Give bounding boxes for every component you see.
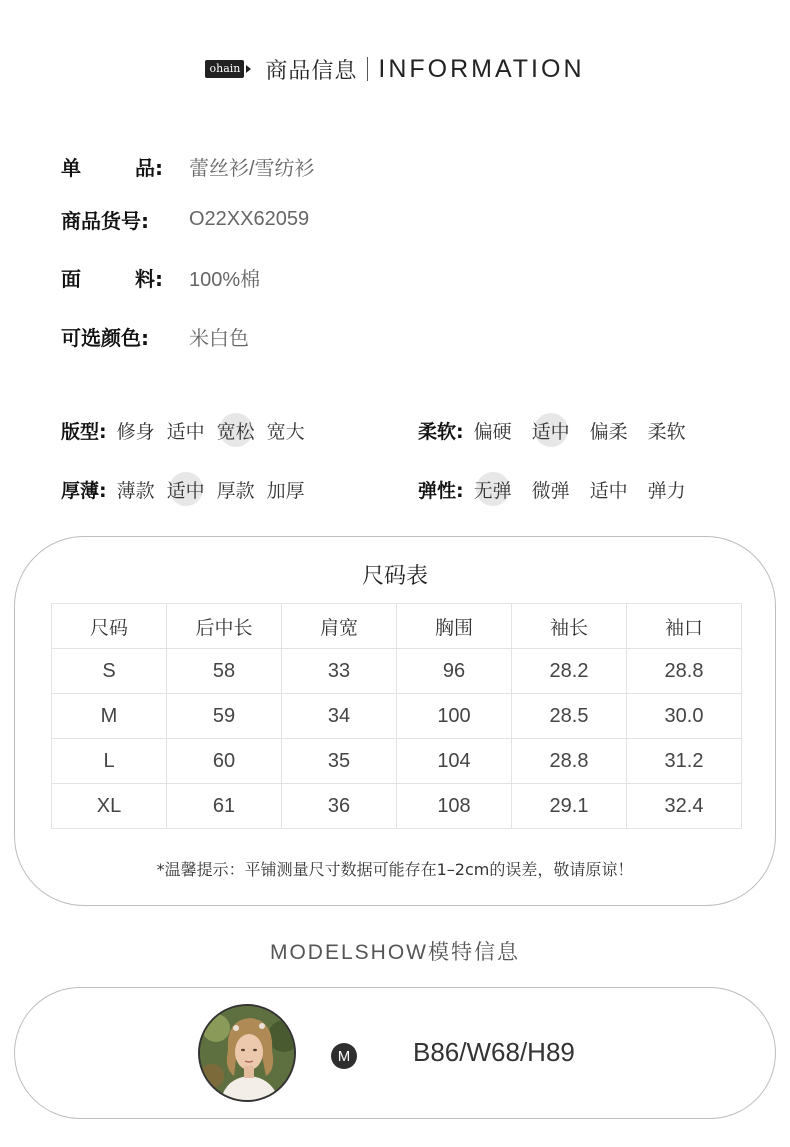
section-title-cn: 商品信息: [265, 58, 358, 84]
info-label: 商品货号:: [61, 208, 149, 233]
table-cell: 28.5: [512, 694, 627, 739]
table-header-cell: 尺码: [52, 604, 167, 649]
attr-label: 弹性:: [418, 479, 464, 502]
info-value-sku: O22XX62059: [189, 207, 310, 230]
attr-option: 修身: [116, 420, 155, 443]
table-cell: 28.2: [512, 649, 627, 694]
table-cell: 60: [167, 739, 282, 784]
info-label: 单 品:: [61, 155, 163, 180]
model-portrait-image: [200, 1006, 296, 1102]
table-cell: 35: [282, 739, 397, 784]
attr-option-selected: 无弹: [474, 476, 512, 503]
info-row-color: [61, 321, 249, 351]
table-cell: 30.0: [627, 694, 742, 739]
info-label: 面 料:: [61, 266, 163, 291]
table-cell: 28.8: [627, 649, 742, 694]
title-divider: [367, 57, 368, 81]
attr-label: 版型:: [61, 420, 107, 443]
table-cell: 96: [397, 649, 512, 694]
table-row: [52, 784, 742, 829]
attr-option: 偏硬: [473, 420, 512, 443]
attr-group-elasticity: [418, 474, 698, 504]
info-row-sku: [61, 204, 309, 234]
attr-label: 厚薄:: [61, 479, 107, 502]
table-header-row: [52, 604, 742, 649]
table-cell: 108: [397, 784, 512, 829]
table-cell: L: [52, 739, 167, 784]
table-cell: XL: [52, 784, 167, 829]
attr-option: 柔软: [647, 420, 686, 443]
info-value-fabric: 100%棉: [189, 268, 261, 291]
attr-option: 弹力: [647, 479, 686, 502]
attr-option: 偏柔: [589, 420, 628, 443]
table-header-cell: 肩宽: [282, 604, 397, 649]
brand-logo-text: ohain: [205, 60, 244, 78]
table-cell: 32.4: [627, 784, 742, 829]
table-row: [52, 649, 742, 694]
table-cell: 36: [282, 784, 397, 829]
attr-group-fit: [61, 415, 317, 445]
table-cell: S: [52, 649, 167, 694]
model-info-card: [14, 987, 776, 1119]
model-avatar: [198, 1004, 296, 1102]
table-cell: 31.2: [627, 739, 742, 784]
play-triangle-icon: [246, 65, 251, 73]
attr-label: 柔软:: [418, 420, 464, 443]
info-row-fabric: [61, 262, 260, 292]
attr-option: 厚款: [216, 479, 255, 502]
table-cell: 34: [282, 694, 397, 739]
attr-option-selected: 宽松: [217, 417, 255, 444]
size-chart-card: [14, 536, 776, 906]
attr-option: 宽大: [266, 420, 305, 443]
table-header-cell: 袖口: [627, 604, 742, 649]
attr-group-thickness: [61, 474, 317, 504]
table-header-cell: 袖长: [512, 604, 627, 649]
attr-option-selected: 适中: [532, 417, 570, 444]
model-section-title: MODELSHOW模特信息: [269, 941, 520, 964]
table-row: [52, 694, 742, 739]
model-size-badge: M: [331, 1043, 357, 1069]
size-chart-note: *温馨提示：平铺测量尺寸数据可能存在1–2cm的误差，敬请原谅！: [156, 860, 634, 879]
model-measurements: B86/W68/H89: [413, 1037, 575, 1067]
table-cell: 61: [167, 784, 282, 829]
table-cell: 29.1: [512, 784, 627, 829]
table-cell: 100: [397, 694, 512, 739]
attr-option: 微弹: [531, 479, 570, 502]
table-cell: 59: [167, 694, 282, 739]
info-value-color: 米白色: [189, 327, 249, 350]
table-cell: 58: [167, 649, 282, 694]
info-label: 可选颜色:: [61, 325, 149, 350]
attr-option: 薄款: [116, 479, 155, 502]
table-header-cell: 后中长: [167, 604, 282, 649]
table-header-cell: 胸围: [397, 604, 512, 649]
table-cell: 28.8: [512, 739, 627, 784]
section-header: [0, 52, 790, 86]
attr-option: 适中: [589, 479, 628, 502]
info-row-item: [61, 151, 315, 181]
table-cell: 33: [282, 649, 397, 694]
attr-group-softness: [418, 415, 698, 445]
size-table: [51, 603, 742, 829]
brand-logo: [205, 60, 251, 78]
table-cell: 104: [397, 739, 512, 784]
info-value-item: 蕾丝衫/雪纺衫: [189, 157, 315, 180]
size-chart-title: 尺码表: [361, 564, 428, 589]
attr-option: 适中: [166, 420, 205, 443]
attr-option-selected: 适中: [167, 476, 205, 503]
table-row: [52, 739, 742, 784]
attr-option: 加厚: [266, 479, 305, 502]
table-cell: M: [52, 694, 167, 739]
section-title-en: INFORMATION: [378, 54, 585, 83]
